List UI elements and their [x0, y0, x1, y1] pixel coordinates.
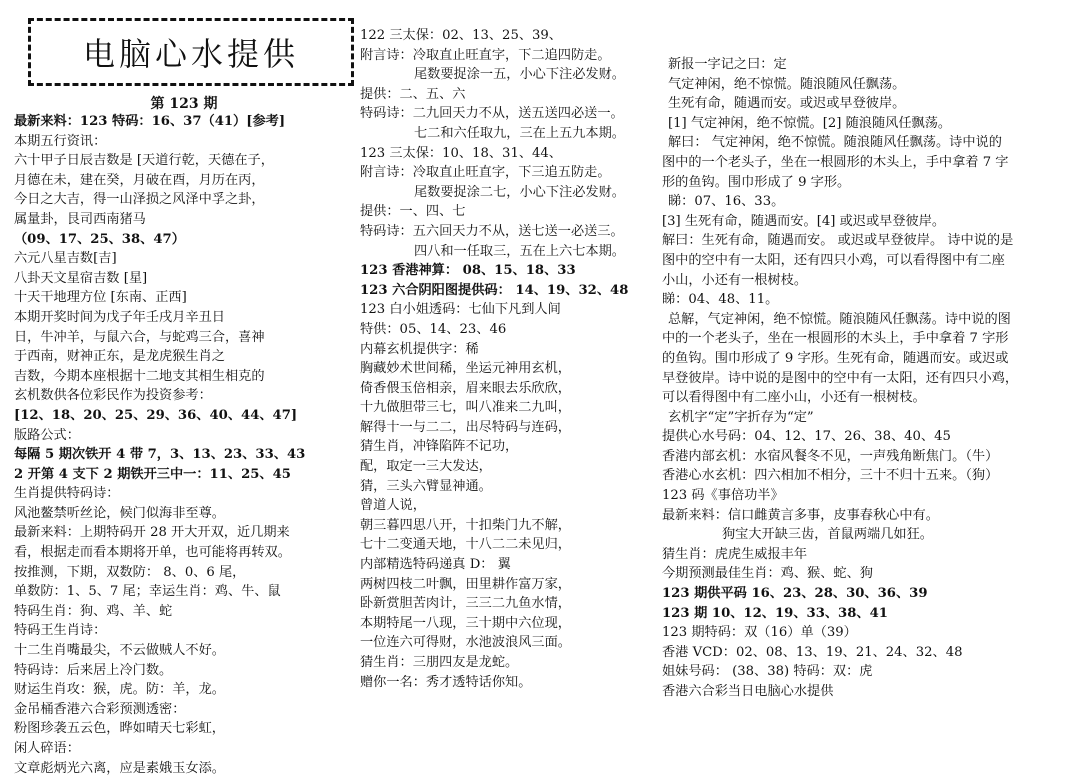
- text-line: 玄机数供各位彩民作为投资参考：: [14, 388, 212, 404]
- text-line: 生肖提供特码诗：: [14, 486, 120, 502]
- text-line: 最新来料：123 特码：16、37（41）[参考]: [14, 114, 286, 129]
- text-line: 可以看得图中有二座小山，小还有一根树枝。: [662, 390, 926, 406]
- text-line: 新报一字记之曰：定: [668, 57, 787, 72]
- text-line: 四八和一任取三，五在上六七本期。: [414, 243, 625, 259]
- text-line: [12、18、20、25、29、36、40、44、47]: [14, 407, 298, 423]
- text-line: 月德在未，建在癸，月破在酉，月历在丙，: [14, 172, 265, 188]
- text-line: 小山，小还有一根树枝。: [662, 272, 808, 288]
- text-line: 看，根据走而看本期将开单，也可能将再转双。: [14, 545, 291, 561]
- text-line: 最新来料：上期特码开 28 开大开双，近几期来: [14, 525, 290, 541]
- text-line: 猜，三头六臂显神通。: [360, 478, 492, 494]
- text-line: 香港心水玄机：四六相加不相分，三十不归十五来。（狗）: [662, 468, 999, 484]
- text-line: 123 期供平码 16、23、28、30、36、39: [662, 586, 928, 602]
- text-line: 吉数，今期本座根据十二地支其相生相克的: [14, 368, 265, 384]
- text-line: 解曰： 气定神闲，绝不惊慌。随浪随风任飘荡。诗中说的: [668, 135, 1002, 151]
- text-line: 特供：05、14、23、46: [360, 321, 507, 337]
- text-line: 十天干地理方位 [东南、正西]: [14, 290, 187, 306]
- text-line: 胸藏妙术世间稀，坐运元神用玄机，: [360, 361, 571, 377]
- text-line: 十九做胆带三七，叫八准来二九叫，: [360, 400, 571, 416]
- text-line: 风池鳌禁听丝论，候门似海非至尊。: [14, 505, 225, 521]
- text-line: 图中的一个老头子，坐在一根圆形的木头上，手中拿着 7 字: [662, 154, 1009, 170]
- text-line: 闲人碎语：: [14, 741, 80, 756]
- text-line: 123 期 10、12、19、33、38、41: [662, 605, 888, 621]
- text-line: 解曰：生死有命，随遇而安。 或迟或早登彼岸。 诗中说的是: [662, 233, 1014, 249]
- middle-column-lines: [360, 26, 628, 692]
- text-line: 一位连六可得财，水池波浪风三面。: [360, 635, 571, 651]
- text-line: [1] 气定神闲，绝不惊慌。[2] 随浪随风任飘荡。: [668, 115, 952, 131]
- text-line: 2 开第 4 支下 2 期铁开三中一：11、25、45: [14, 466, 291, 482]
- text-line: 特码诗：五六回天力不从，送七送一必送三。: [360, 223, 624, 239]
- text-line: 本期特尾一八现，三十期中六位现，: [360, 615, 571, 631]
- page-title: 电脑心水提供: [82, 35, 299, 73]
- text-line: 气定神闲，绝不惊慌。随浪随风任飘荡。: [668, 76, 906, 92]
- text-line: 于西南，财神正东，是龙虎猴生肖之: [14, 349, 225, 365]
- text-line: 版路公式：: [14, 427, 80, 443]
- text-line: 七十二变通天地，十八二二未见归，: [360, 537, 571, 553]
- text-line: 睇：04、48、11。: [662, 292, 779, 308]
- text-line: 香港内部玄机：水宿风餐冬不见，一声残角断焦门。（牛）: [662, 448, 999, 464]
- text-line: 猜生肖：三朋四友是龙蛇。: [360, 655, 519, 670]
- text-line: 猜生肖：虎虎生威报丰年: [662, 546, 808, 562]
- text-line: 最新来料：信口雌黄言多事，皮事春秋心中有。: [662, 507, 939, 523]
- text-line: 六十甲子日辰吉数是 [天道行乾，天德在子，: [14, 153, 274, 169]
- text-line: 七二和六任取九，三在上五九本期。: [414, 125, 625, 141]
- text-line: 卧新赏胆苦肉计，三三二九鱼水情，: [360, 596, 571, 612]
- text-line: 形的鱼钩。围巾形成了 9 字形。: [662, 174, 851, 190]
- right-column-lines: [662, 55, 1018, 702]
- text-line: 日，牛冲羊，与鼠六合，与蛇鸡三合，喜神: [14, 329, 265, 345]
- text-line: 生死有命，随遇而安。或迟或早登彼岸。: [668, 96, 906, 112]
- left-column-lines: [14, 112, 305, 778]
- text-line: 香港 VCD：02、08、13、19、21、24、32、48: [662, 644, 963, 660]
- text-line: [3] 生死有命，随遇而安。[4] 或迟或早登彼岸。: [662, 213, 946, 229]
- text-line: 总解，气定神闲，绝不惊慌。随浪随风任飘荡。诗中说的图: [668, 311, 1011, 327]
- text-line: 单数防：1、5、7 尾；幸运生肖：鸡、牛、鼠: [14, 584, 281, 600]
- text-line: 玄机字“定”字折存为“定”: [668, 409, 814, 425]
- text-line: 特码诗：二九回天力不从，送五送四必送一。: [360, 106, 624, 122]
- text-line: 今期预测最佳生肖：鸡、猴、蛇、狗: [662, 566, 873, 582]
- text-line: 附言诗：冷取直止旺直字，下二追四防走。: [360, 47, 611, 63]
- text-line: 123 白小姐透码：七仙下凡到人间: [360, 302, 561, 318]
- text-line: 内部精选特码递真 D： 翼: [360, 557, 511, 573]
- text-line: 本期开奖时间为戊子年壬戌月辛丑日: [14, 309, 225, 325]
- text-line: 123 码《事倍功半》: [662, 488, 784, 504]
- title-box: [28, 18, 354, 86]
- text-line: 123 三太保：10、18、31、44、: [360, 145, 562, 161]
- text-line: 香港六合彩当日电脑心水提供: [662, 684, 834, 699]
- text-line: 提供：一、四、七: [360, 204, 466, 220]
- text-line: 姐妹号码： (38、38) 特码：双：虎: [662, 664, 873, 680]
- text-line: 文章彪炳光六离，应是素娥玉女添。: [14, 760, 225, 776]
- text-line: 睇：07、16、33。: [668, 194, 785, 210]
- text-line: 十二生肖嘴最尖，不云做贼人不好。: [14, 643, 225, 659]
- text-line: 特码生肖：狗、鸡、羊、蛇: [14, 603, 173, 619]
- text-line: 属量卦，艮司西南猪马: [14, 211, 146, 227]
- text-line: 解得十一与二二，出尽特码与连码，: [360, 419, 571, 435]
- text-line: 粉图珍袭五云色，晔如晴天七彩虹，: [14, 721, 225, 737]
- text-line: 朝三暮四思八开，十扣柴门九不解，: [360, 517, 571, 533]
- text-line: 六元八星吉数[吉]: [14, 251, 117, 267]
- text-line: 的鱼钩。围巾形成了 9 字形。生死有命，随遇而安。或迟或: [662, 350, 1009, 366]
- text-line: 尾数要捉涂二七，小心下注必发财。: [414, 184, 625, 200]
- text-line: 财运生肖攻：猴，虎。防：羊，龙。: [14, 682, 225, 698]
- text-line: 123 六合阴阳图提供码： 14、19、32、48: [360, 282, 629, 298]
- text-line: 特码诗：后来居上冷门数。: [14, 662, 173, 678]
- text-line: 122 三太保：02、13、25、39、: [360, 28, 562, 43]
- text-line: 猜生肖，冲锋陷阵不记功，: [360, 439, 519, 455]
- text-line: 赠你一名：秀才透特话你知。: [360, 674, 532, 690]
- text-line: 图中的空中有一太阳，还有四只小鸡，可以看得图中有二座: [662, 252, 1005, 268]
- text-line: 今日之大吉，得一山泽损之风泽中孚之卦，: [14, 192, 265, 208]
- text-line: 早登彼岸。诗中说的是图中的空中有一太阳，还有四只小鸡，: [662, 370, 1019, 386]
- text-line: 123 香港神算： 08、15、18、33: [360, 263, 576, 279]
- text-line: 金吊桶香港六合彩预测透密：: [14, 701, 186, 717]
- text-line: 123 期特码：双（16）单（39）: [662, 625, 857, 641]
- text-line: 内幕玄机提供字：稀: [360, 341, 479, 357]
- text-line: 特码王生肖诗：: [14, 623, 107, 639]
- text-line: 八卦天文星宿吉数 [星]: [14, 270, 148, 286]
- text-line: 曾道人说，: [360, 498, 426, 514]
- text-line: 提供心水号码：04、12、17、26、38、40、45: [662, 429, 951, 445]
- text-line: 配，取定一三大发达，: [360, 459, 492, 475]
- text-line: （09、17、25、38、47）: [14, 231, 185, 247]
- text-line: 每隔 5 期次铁开 4 带 7，3、13、23、33、43: [14, 447, 306, 463]
- text-line: 附言诗：冷取直止旺直字，下三追五防走。: [360, 165, 611, 181]
- text-line: 倚香偎玉倍相亲，眉来眼去乐欣欣，: [360, 380, 571, 396]
- issue-number: 第 123 期: [150, 96, 218, 112]
- text-line: 狗宝大开缺三齿，首鼠两端几如狂。: [722, 527, 933, 543]
- text-line: 两树四枝二叶飘，田里耕作富万家，: [360, 576, 571, 592]
- text-line: 提供：二、五、六: [360, 86, 466, 102]
- text-line: 本期五行资讯：: [14, 133, 107, 149]
- text-line: 尾数要捉涂一五，小心下注必发财。: [414, 67, 625, 83]
- text-line: 中的一个老头子，坐在一根圆形的木头上，手中拿着 7 字形: [662, 331, 1009, 347]
- text-line: 按推测，下期，双数防： 8、0、6 尾，: [14, 564, 246, 580]
